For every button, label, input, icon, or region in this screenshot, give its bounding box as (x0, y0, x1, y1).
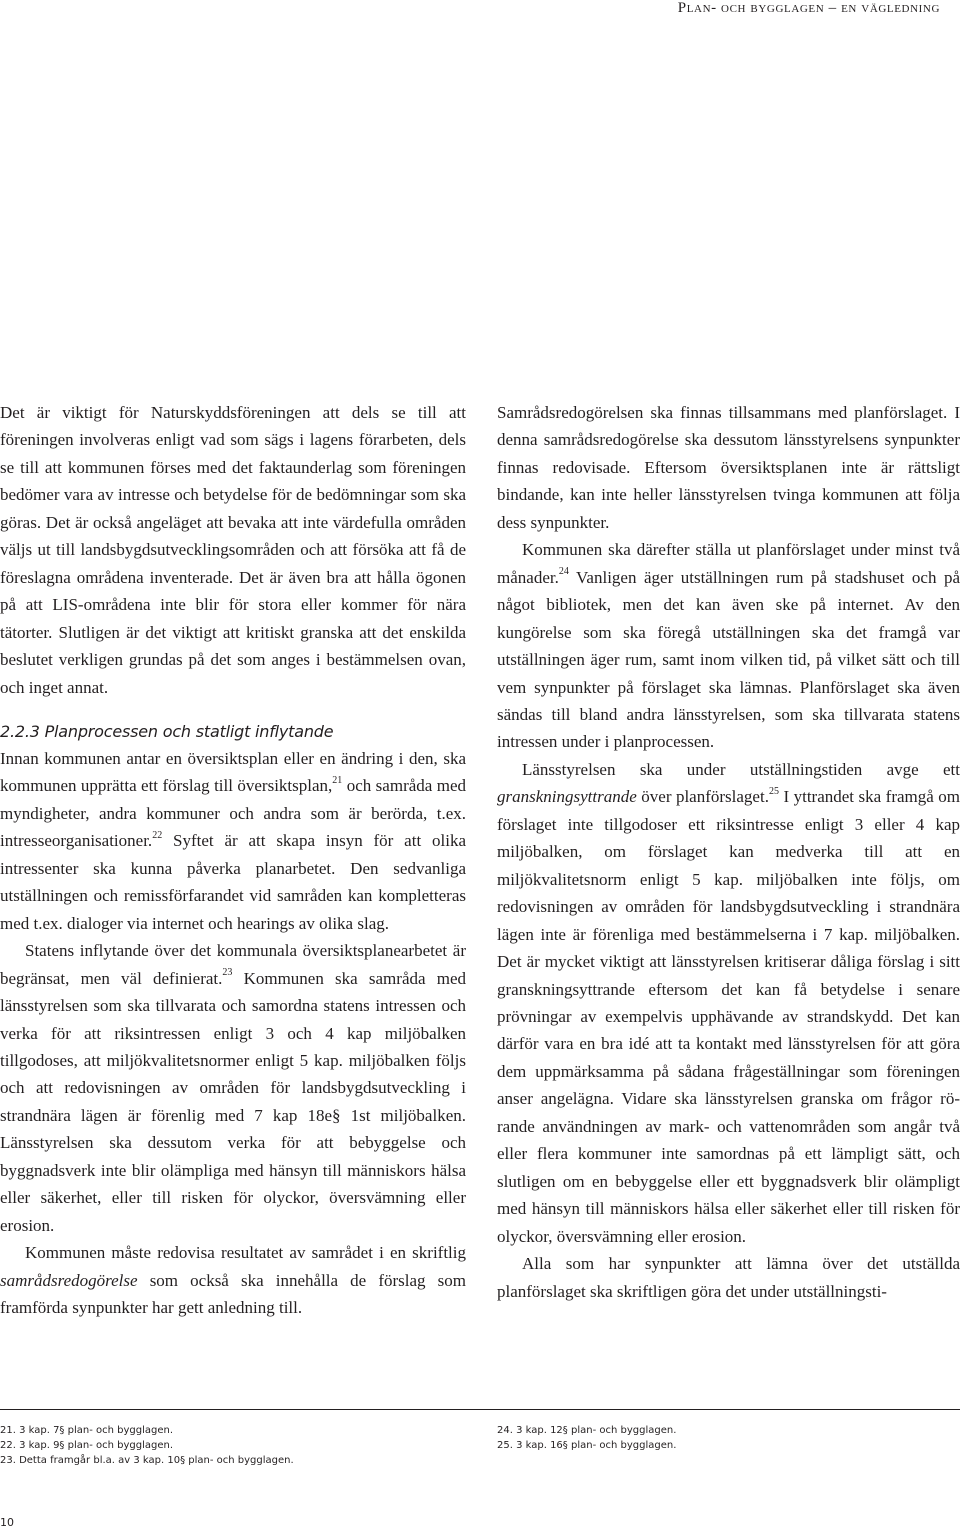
paragraph: Samrådsredogörelsen ska finnas tillsammans med planförslaget. I denna samrådsredogörelse ska dessutom länsstyrelsens synpunkter finnas redovisade. Eftersom översiktsplanen inte är rättsligt bindande, kan inte heller länsstyrelsen tvinga kommunen att följa dess synpunkter. (497, 403, 960, 532)
footnote-ref: 24 (558, 566, 569, 578)
footnote: 25. 3 kap. 16§ plan- och bygglagen. (497, 1440, 677, 1451)
paragraph: Kommunen måste redovisa resultatet av samrådet i en skriftlig samrådsredogörelse som också ska innehålla de förslag som framförda synpunkter har gett anledning till. (0, 1243, 466, 1318)
right-column (497, 399, 960, 1305)
left-column (0, 399, 466, 1322)
paragraph: Länsstyrelsen ska under utställningstiden avge ett granskningsyttrande över planförslaget.$^{25}$ I yttrandet ska framgå om förslaget inte tillgodoser ett riksintresse enligt 3 eller 4 kap miljöbalken, om förslaget kan medverka till att en miljökvalitetsnorm enligt 5 kap. miljöbalken inte följs, om redovisningen av områden för landsbygdsutveckling i strandnära lägen inte är förenliga med bestämmelserna i 7 kap. miljöbalken. Det är mycket viktigt att länsstyrelsen kritiserar dåliga förslag i sitt granskningsyttrande eftersom det kan få betydelse i senare prövningar av exempelvis upphävande av strandskydd. Det kan därför vara en bra idé att ta kontakt med länsstyrelsen för att göra dem uppmärksamma på sådana frågeställningar som föreningen anser angelägna. Vidare ska länsstyrelsen granska om frågor rörande användningen av mark- och vattenområden som angår två eller flera kommuner inte samordnas på ett lämpligt sätt, och slutligen om en bebyggelse eller ett byggnadsverk blir olämpligt med hänsyn till människors hälsa eller säkerhet eller till risken för olyckor, översvämning eller erosion. (497, 759, 960, 1246)
paragraph: Innan kommunen antar en översiktsplan eller en ändring i den, ska kommunen upprätta ett förslag till översiktsplan,$^{21}$ och samråda med myndigheter, andra kommuner och andra som är berörda, t.ex. intresseorganisationer.$^{22}$ Syftet är att skapa insyn för att olika intressenter ska kunna påverka planarbetet. Den sedvanliga utställningen och remissförfarandet vid samråden kan kompletteras med t.ex. dialoger via internet och hearings av olika slag. (0, 748, 467, 933)
section-heading: 2.2.3 Planprocessen och statligt inflytande (0, 721, 334, 741)
footnote-ref: 21 (332, 774, 343, 786)
running-head: Plan- och bygglagen – en vägledning (677, 0, 940, 16)
footnotes-right (497, 1423, 676, 1453)
emphasis: granskningsyttrande (497, 787, 637, 807)
footnote-ref: 22 (152, 829, 163, 841)
paragraph: Kommunen ska därefter ställa ut planförslaget under minst två månader.$^{24}$ Vanligen äger utställningen rum på stadshuset och på något bibliotek, men det kan även ske på internet. Av den kungörelse som ska föregå utställningen ska det framgå var utställningen äger rum, samt inom vilken tid, på vilket sätt och till vem synpunkter på förslaget ska lämnas. Planförslaget ska även sändas till bland andra länsstyrelsen, som ska tillvarata statens intressen under i planprocessen. (497, 540, 960, 752)
footnote: 23. Detta framgår bl.a. av 3 kap. 10§ plan- och bygglagen. (0, 1455, 294, 1466)
page-number: 10 (0, 1516, 14, 1529)
footnote: 22. 3 kap. 9§ plan- och bygglagen. (0, 1440, 174, 1451)
footnote-divider (0, 1409, 960, 1410)
paragraph: Alla som har synpunkter att lämna över det utställda planförslaget ska skriftligen göra det under utställningsti- (497, 1254, 960, 1301)
footnotes-left (0, 1423, 294, 1468)
paragraph: Det är viktigt för Naturskyddsföreningen att dels se till att föreningen involveras enligt vad som sägs i lagens förarbeten, dels se till att kommunen förses med det faktaunderlag som föreningen bedömer vara av intresse och betydelse för de bedömningar som ska göras. Det är också angeläget att bevaka att inte värdefulla områden väljs ut till landsbygdsutvecklingsområden och att försöka att få de föreslagna områdena inventerade. Det är även bra att hålla ögonen på att LIS-områdena inte blir för stora eller kommer för nära tätorter. Slutligen är det viktigt att kritiskt granska att det enskilda beslutet verkligen grundas på det som anges i bestämmelsen ovan, och inget annat. (0, 403, 466, 697)
paragraph: Statens inflytande över det kommunala översiktsplanearbetet är begränsat, men väl definierat.$^{23}$ Kommunen ska samråda med länsstyrelsen som ska tillvarata och samordna statens intressen och verka för att riksintressen enligt 3 och 4 kap miljöbalken tillgodoses, att miljökvalitetsnormer enligt 5 kap. miljöbalken följs och att redovisningen av områden för landsbygdsutveckling i strandnära lägen är förenlig med 7 kap 18e§ 1st miljöbalken. Länsstyrelsen ska dessutom verka för att bebyggelse och byggnadsverk inte blir olämpliga med hänsyn till människors hälsa eller säkerhet, eller till risken för olyckor, översvämning eller erosion. (0, 941, 466, 1235)
footnote-ref: 25 (768, 785, 779, 797)
footnote: 24. 3 kap. 12§ plan- och bygglagen. (497, 1425, 677, 1436)
emphasis: samrådsredogörelse (0, 1270, 138, 1290)
footnote-ref: 23 (222, 966, 233, 978)
footnote: 21. 3 kap. 7§ plan- och bygglagen. (0, 1425, 174, 1436)
